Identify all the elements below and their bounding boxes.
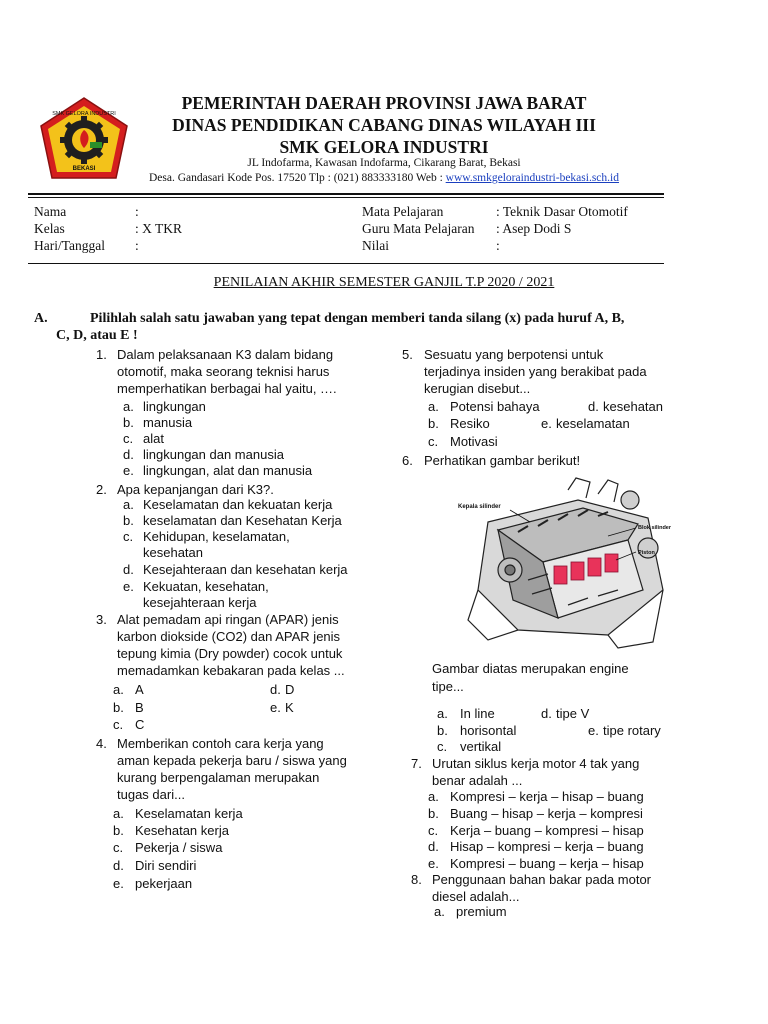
option-letter[interactable]: a.	[428, 399, 439, 414]
option-text[interactable]: Kompresi – buang – kerja – hisap	[450, 856, 644, 871]
header-address: JL Indofarma, Kawasan Indofarma, Cikarang Barat, Bekasi	[247, 157, 521, 169]
header-divider-thin	[28, 197, 664, 198]
mapel-value: : Teknik Dasar Otomotif	[496, 204, 628, 219]
hari-label: Hari/Tanggal	[34, 238, 106, 253]
option-text[interactable]: lingkungan	[143, 399, 206, 414]
option-text[interactable]: kesehatan	[603, 399, 663, 414]
option-text[interactable]: keselamatan	[556, 416, 630, 431]
engine-label-kepala: Kepala silinder	[458, 504, 501, 510]
option-text[interactable]: D	[285, 682, 295, 697]
option-letter[interactable]: c.	[113, 717, 124, 732]
question-text: otomotif, maka seorang teknisi harus	[117, 364, 330, 379]
option-letter[interactable]: e.	[123, 463, 134, 478]
option-letter[interactable]: a.	[428, 789, 439, 804]
header-government-line: PEMERINTAH DAERAH PROVINSI JAWA BARAT	[181, 93, 587, 113]
guru-label: Guru Mata Pelajaran	[362, 221, 475, 236]
question-number: 2.	[96, 482, 107, 497]
option-letter[interactable]: a.	[123, 399, 134, 414]
option-text[interactable]: Hisap – kompresi – kerja – buang	[450, 839, 644, 854]
option-letter[interactable]: c.	[113, 840, 124, 855]
option-letter[interactable]: b.	[113, 823, 124, 838]
section-a-instruction-line2: C, D, atau E !	[56, 328, 138, 343]
option-text[interactable]: Pekerja / siswa	[135, 840, 223, 855]
option-letter[interactable]: b.	[428, 806, 439, 821]
question-text: kerugian disebut...	[424, 381, 531, 396]
option-text[interactable]: keselamatan dan Kesehatan Kerja	[143, 513, 342, 528]
option-letter[interactable]: e.	[113, 876, 124, 891]
option-text[interactable]: manusia	[143, 415, 193, 430]
nilai-label: Nilai	[362, 238, 389, 253]
info-divider	[28, 263, 664, 264]
guru-value: : Asep Dodi S	[496, 221, 572, 236]
option-text[interactable]: horisontal	[460, 723, 517, 738]
question-text: Gambar diatas merupakan engine	[432, 661, 629, 676]
question-text: Urutan siklus kerja motor 4 tak yang	[432, 756, 640, 771]
question-text: memadamkan kebakaran pada kelas ...	[117, 663, 345, 678]
option-text[interactable]: Motivasi	[450, 434, 498, 449]
question-text: kurang berpengalaman merupakan	[117, 770, 320, 785]
option-letter[interactable]: d.	[270, 682, 281, 697]
option-text[interactable]: pekerjaan	[135, 876, 193, 891]
option-letter[interactable]: b.	[437, 723, 448, 738]
question-text: Apa kepanjangan dari K3?.	[117, 482, 274, 497]
option-letter[interactable]: d.	[113, 858, 124, 873]
option-letter[interactable]: a.	[437, 706, 448, 721]
section-a-letter: A.	[34, 311, 48, 326]
option-letter[interactable]: d.	[541, 706, 552, 721]
question-text: Dalam pelaksanaan K3 dalam bidang	[117, 347, 334, 362]
option-text[interactable]: Kerja – buang – kompresi – hisap	[450, 823, 644, 838]
option-letter[interactable]: e.	[588, 723, 599, 738]
option-letter[interactable]: b.	[123, 513, 134, 528]
option-text[interactable]: tipe V	[556, 706, 590, 721]
header-contact-text: Desa. Gandasari Kode Pos. 17520 Tlp : (021) 883333180 Web :	[149, 172, 446, 184]
question-text: Alat pemadam api ringan (APAR) jenis	[117, 612, 339, 627]
option-text[interactable]: premium	[456, 904, 507, 919]
option-letter[interactable]: c.	[123, 529, 134, 544]
option-letter[interactable]: c.	[428, 823, 439, 838]
option-text[interactable]: Diri sendiri	[135, 858, 197, 873]
question-text: tugas dari...	[117, 787, 185, 802]
option-text-continued[interactable]: kesehatan	[143, 545, 203, 560]
question-number: 6.	[402, 453, 413, 468]
option-letter[interactable]: a.	[123, 497, 134, 512]
exam-title-text: PENILAIAN AKHIR SEMESTER GANJIL T.P 2020 / 2021	[213, 275, 555, 290]
option-text[interactable]: K	[285, 700, 294, 715]
section-a-instruction-line1: Pilihlah salah satu jawaban yang tepat dengan memberi tanda silang (x) pada huruf A, B,	[90, 311, 625, 326]
question-number: 8.	[411, 872, 422, 887]
exam-title	[0, 275, 768, 291]
option-text[interactable]: In line	[460, 706, 495, 721]
question-number: 7.	[411, 756, 422, 771]
option-letter[interactable]: c.	[123, 431, 134, 446]
option-letter[interactable]: b.	[123, 415, 134, 430]
engine-label-piston: Piston	[638, 550, 655, 556]
option-text[interactable]: Keselamatan dan kekuatan kerja	[143, 497, 333, 512]
engine-illustration	[458, 470, 684, 650]
option-letter[interactable]: d.	[123, 447, 134, 462]
option-text[interactable]: Kekuatan, kesehatan,	[143, 579, 269, 594]
option-text[interactable]: C	[135, 717, 145, 732]
header-divider-thick	[28, 193, 664, 195]
school-website-link[interactable]: www.smkgeloraindustri-bekasi.sch.id	[445, 172, 619, 184]
svg-text:BEKASI: BEKASI	[72, 166, 96, 172]
svg-text:SMK GELORA INDUSTRI: SMK GELORA INDUSTRI	[52, 111, 116, 117]
question-number: 5.	[402, 347, 413, 362]
option-text[interactable]: Kehidupan, keselamatan,	[143, 529, 290, 544]
header-contact	[0, 172, 768, 184]
option-letter[interactable]: d.	[428, 839, 439, 854]
option-text[interactable]: alat	[143, 431, 164, 446]
option-letter[interactable]: a.	[113, 682, 124, 697]
question-text: aman kepada pekerja baru / siswa yang	[117, 753, 347, 768]
option-letter[interactable]: d.	[123, 562, 134, 577]
mapel-label: Mata Pelajaran	[362, 204, 444, 219]
nilai-value[interactable]: :	[496, 238, 500, 253]
question-number: 4.	[96, 736, 107, 751]
option-letter[interactable]: e.	[428, 856, 439, 871]
question-text: Perhatikan gambar berikut!	[424, 453, 581, 468]
option-letter[interactable]: a.	[434, 904, 445, 919]
option-letter[interactable]: c.	[428, 434, 439, 449]
option-text[interactable]: lingkungan, alat dan manusia	[143, 463, 313, 478]
header-school-name: SMK GELORA INDUSTRI	[279, 137, 489, 157]
question-number: 1.	[96, 347, 107, 362]
question-number: 3.	[96, 612, 107, 627]
kelas-label: Kelas	[34, 221, 65, 236]
question-text: benar adalah ...	[432, 773, 523, 788]
hari-value[interactable]: :	[135, 238, 139, 253]
engine-label-blok: Blok silinder	[638, 525, 672, 531]
option-text-continued[interactable]: kesejahteraan kerja	[143, 595, 257, 610]
option-letter[interactable]: e.	[270, 700, 281, 715]
option-text[interactable]: B	[135, 700, 144, 715]
question-text: terjadinya insiden yang berakibat pada	[424, 364, 647, 379]
option-letter[interactable]: e.	[541, 416, 552, 431]
header-department-line: DINAS PENDIDIKAN CABANG DINAS WILAYAH III	[172, 115, 596, 135]
option-text[interactable]: Kesehatan kerja	[135, 823, 229, 838]
question-text: diesel adalah...	[432, 889, 520, 904]
option-text[interactable]: tipe rotary	[603, 723, 661, 738]
option-text[interactable]: Kesejahteraan dan kesehatan kerja	[143, 562, 348, 577]
question-text: tipe...	[432, 679, 464, 694]
question-text: karbon diokside (CO2) dan APAR jenis	[117, 629, 341, 644]
nama-value[interactable]: :	[135, 204, 139, 219]
option-letter[interactable]: d.	[588, 399, 599, 414]
option-letter[interactable]: b.	[428, 416, 439, 431]
question-text: Sesuatu yang berpotensi untuk	[424, 347, 604, 362]
nama-label: Nama	[34, 204, 67, 219]
question-text: tepung kimia (Dry powder) cocok untuk	[117, 646, 343, 661]
option-letter[interactable]: c.	[437, 739, 448, 754]
option-text[interactable]: lingkungan dan manusia	[143, 447, 284, 462]
option-text[interactable]: Buang – hisap – kerja – kompresi	[450, 806, 643, 821]
option-text[interactable]: Kompresi – kerja – hisap – buang	[450, 789, 644, 804]
option-letter[interactable]: a.	[113, 806, 124, 821]
question-text: memperhatikan berbagai hal yaitu, ….	[117, 381, 337, 396]
option-text[interactable]: vertikal	[460, 739, 502, 754]
option-text[interactable]: Keselamatan kerja	[135, 806, 243, 821]
option-letter[interactable]: b.	[113, 700, 124, 715]
question-text: Penggunaan bahan bakar pada motor	[432, 872, 652, 887]
question-text: Memberikan contoh cara kerja yang	[117, 736, 324, 751]
kelas-value: : X TKR	[135, 221, 183, 236]
option-letter[interactable]: e.	[123, 579, 134, 594]
option-text[interactable]: Resiko	[450, 416, 490, 431]
option-text[interactable]: Potensi bahaya	[450, 399, 540, 414]
option-text[interactable]: A	[135, 682, 144, 697]
